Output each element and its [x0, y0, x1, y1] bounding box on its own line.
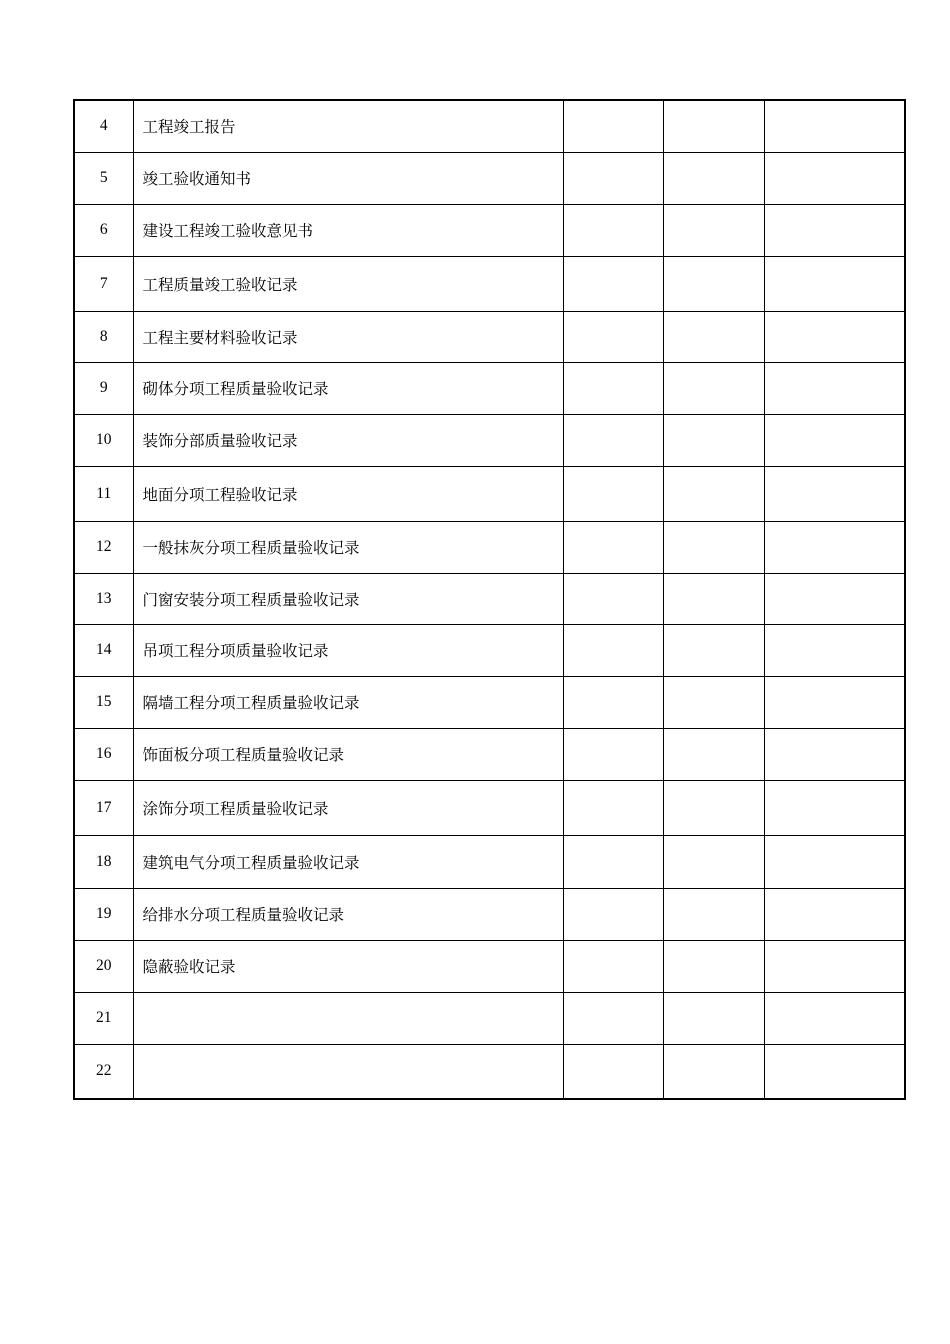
- table-row: [74, 624, 905, 676]
- empty-cell: [764, 1044, 905, 1099]
- table-row: [74, 728, 905, 780]
- empty-cell: [563, 728, 663, 780]
- empty-cell: [663, 100, 764, 152]
- document-name: 竣工验收通知书: [133, 152, 563, 204]
- table-row: [74, 204, 905, 256]
- document-name: 涂饰分项工程质量验收记录: [133, 780, 563, 835]
- empty-cell: [764, 728, 905, 780]
- table-row: [74, 573, 905, 624]
- empty-cell: [563, 992, 663, 1044]
- row-number: 21: [74, 992, 133, 1044]
- table-row: [74, 940, 905, 992]
- empty-cell: [764, 521, 905, 573]
- empty-cell: [563, 256, 663, 311]
- document-name: 饰面板分项工程质量验收记录: [133, 728, 563, 780]
- table-row: [74, 362, 905, 414]
- empty-cell: [563, 1044, 663, 1099]
- row-number: 8: [74, 311, 133, 362]
- empty-cell: [563, 521, 663, 573]
- empty-cell: [563, 573, 663, 624]
- document-name: 砌体分项工程质量验收记录: [133, 362, 563, 414]
- empty-cell: [663, 204, 764, 256]
- empty-cell: [563, 466, 663, 521]
- document-name: [133, 992, 563, 1044]
- empty-cell: [764, 780, 905, 835]
- empty-cell: [764, 256, 905, 311]
- document-name: 建筑电气分项工程质量验收记录: [133, 835, 563, 888]
- document-name: 一般抹灰分项工程质量验收记录: [133, 521, 563, 573]
- table-row: [74, 835, 905, 888]
- row-number: 16: [74, 728, 133, 780]
- document-list-table: [73, 99, 906, 1100]
- empty-cell: [563, 888, 663, 940]
- empty-cell: [663, 1044, 764, 1099]
- row-number: 7: [74, 256, 133, 311]
- row-number: 17: [74, 780, 133, 835]
- empty-cell: [764, 311, 905, 362]
- empty-cell: [663, 573, 764, 624]
- empty-cell: [764, 676, 905, 728]
- empty-cell: [764, 888, 905, 940]
- empty-cell: [663, 414, 764, 466]
- empty-cell: [663, 466, 764, 521]
- empty-cell: [764, 940, 905, 992]
- empty-cell: [663, 311, 764, 362]
- empty-cell: [563, 204, 663, 256]
- empty-cell: [663, 256, 764, 311]
- row-number: 11: [74, 466, 133, 521]
- document-name: 工程竣工报告: [133, 100, 563, 152]
- row-number: 4: [74, 100, 133, 152]
- table-row: [74, 311, 905, 362]
- row-number: 5: [74, 152, 133, 204]
- empty-cell: [663, 835, 764, 888]
- empty-cell: [563, 100, 663, 152]
- empty-cell: [563, 414, 663, 466]
- table-row: [74, 466, 905, 521]
- table-row: [74, 888, 905, 940]
- empty-cell: [563, 676, 663, 728]
- empty-cell: [563, 940, 663, 992]
- row-number: 22: [74, 1044, 133, 1099]
- table-row: [74, 676, 905, 728]
- table-row: [74, 152, 905, 204]
- empty-cell: [563, 835, 663, 888]
- empty-cell: [563, 362, 663, 414]
- document-name: 给排水分项工程质量验收记录: [133, 888, 563, 940]
- empty-cell: [663, 940, 764, 992]
- empty-cell: [764, 100, 905, 152]
- empty-cell: [764, 414, 905, 466]
- row-number: 20: [74, 940, 133, 992]
- empty-cell: [663, 780, 764, 835]
- document-name: 隐蔽验收记录: [133, 940, 563, 992]
- empty-cell: [663, 728, 764, 780]
- document-name: 地面分项工程验收记录: [133, 466, 563, 521]
- table-row: [74, 414, 905, 466]
- empty-cell: [663, 624, 764, 676]
- row-number: 6: [74, 204, 133, 256]
- empty-cell: [764, 624, 905, 676]
- empty-cell: [764, 835, 905, 888]
- table-row: [74, 256, 905, 311]
- row-number: 10: [74, 414, 133, 466]
- row-number: 12: [74, 521, 133, 573]
- empty-cell: [663, 521, 764, 573]
- document-name: [133, 1044, 563, 1099]
- document-name: 建设工程竣工验收意见书: [133, 204, 563, 256]
- table-row: [74, 100, 905, 152]
- empty-cell: [563, 311, 663, 362]
- empty-cell: [764, 204, 905, 256]
- empty-cell: [764, 152, 905, 204]
- empty-cell: [663, 888, 764, 940]
- empty-cell: [663, 676, 764, 728]
- empty-cell: [663, 992, 764, 1044]
- empty-cell: [764, 362, 905, 414]
- empty-cell: [663, 152, 764, 204]
- document-name: 工程质量竣工验收记录: [133, 256, 563, 311]
- row-number: 15: [74, 676, 133, 728]
- empty-cell: [563, 780, 663, 835]
- row-number: 19: [74, 888, 133, 940]
- document-name: 吊项工程分项质量验收记录: [133, 624, 563, 676]
- empty-cell: [764, 992, 905, 1044]
- document-name: 装饰分部质量验收记录: [133, 414, 563, 466]
- empty-cell: [764, 466, 905, 521]
- table-row: [74, 780, 905, 835]
- empty-cell: [663, 362, 764, 414]
- empty-cell: [764, 573, 905, 624]
- document-name: 工程主要材料验收记录: [133, 311, 563, 362]
- row-number: 13: [74, 573, 133, 624]
- table-body: [74, 100, 905, 1099]
- table-row: [74, 1044, 905, 1099]
- row-number: 18: [74, 835, 133, 888]
- row-number: 14: [74, 624, 133, 676]
- document-name: 隔墙工程分项工程质量验收记录: [133, 676, 563, 728]
- empty-cell: [563, 152, 663, 204]
- empty-cell: [563, 624, 663, 676]
- table-row: [74, 992, 905, 1044]
- document-name: 门窗安装分项工程质量验收记录: [133, 573, 563, 624]
- table-row: [74, 521, 905, 573]
- row-number: 9: [74, 362, 133, 414]
